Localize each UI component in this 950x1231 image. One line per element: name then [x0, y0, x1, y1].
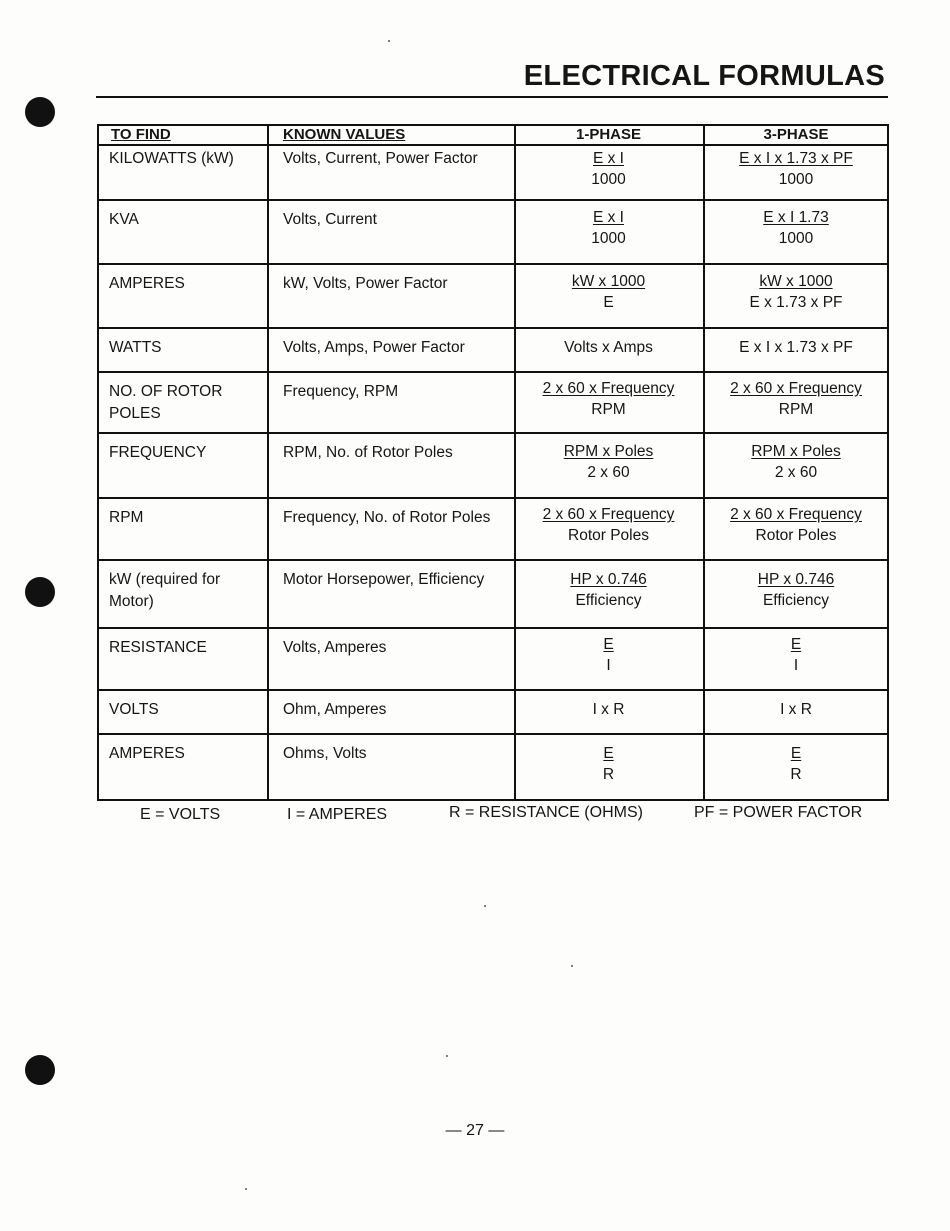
to-find-cell: VOLTS — [109, 701, 159, 718]
formula-expression: I x R — [780, 701, 812, 718]
formula-denominator: 1000 — [778, 170, 814, 188]
formula-numerator: E x I — [592, 149, 624, 167]
scan-speck — [484, 905, 486, 907]
three-phase-formula — [703, 207, 889, 249]
three-phase-formula — [703, 634, 889, 676]
known-values-cell: RPM, No. of Rotor Poles — [283, 444, 453, 461]
known-values-cell: Volts, Current — [283, 211, 377, 228]
formula-numerator: HP x 0.746 — [570, 571, 647, 588]
row-divider — [99, 733, 887, 735]
three-phase-formula — [703, 441, 889, 483]
three-phase-formula — [703, 504, 889, 546]
one-phase-formula — [514, 743, 703, 785]
legend-resistance: R = RESISTANCE (OHMS) — [449, 804, 643, 821]
formula-numerator: E x I x 1.73 x PF — [739, 149, 853, 167]
formula-numerator: E — [603, 636, 614, 653]
row-divider — [99, 199, 887, 201]
to-find-cell: RPM — [109, 509, 144, 526]
one-phase-formula — [514, 337, 703, 358]
to-find-cell: RESISTANCE — [109, 639, 207, 656]
formula-denominator: RPM — [591, 400, 626, 418]
formula-denominator: 1000 — [778, 230, 814, 247]
formula-denominator: RPM — [778, 400, 814, 418]
header-to-find: TO FIND — [111, 126, 171, 143]
row-divider — [99, 689, 887, 691]
formula-expression: I x R — [592, 701, 625, 718]
formula-numerator: HP x 0.746 — [757, 571, 835, 588]
formula-denominator: Rotor Poles — [568, 527, 649, 544]
known-values-cell: Ohm, Amperes — [283, 701, 387, 718]
header-rule — [99, 144, 887, 146]
row-divider — [99, 432, 887, 434]
formula-numerator: 2 x 60 x Frequency — [542, 379, 675, 397]
known-values-cell: kW, Volts, Power Factor — [283, 275, 448, 292]
formula-numerator: RPM x Poles — [751, 442, 841, 460]
one-phase-formula — [514, 148, 703, 190]
one-phase-formula — [514, 504, 703, 546]
known-values-cell: Frequency, RPM — [283, 383, 399, 400]
formula-numerator: 2 x 60 x Frequency — [542, 506, 675, 523]
three-phase-formula — [703, 271, 889, 313]
one-phase-formula — [514, 207, 703, 249]
formula-table — [97, 124, 889, 801]
formula-denominator: Rotor Poles — [755, 527, 837, 544]
row-divider — [99, 327, 887, 329]
known-values-cell: Volts, Current, Power Factor — [283, 150, 478, 167]
formula-denominator: Efficiency — [575, 592, 642, 609]
to-find-cell: WATTS — [109, 339, 162, 356]
title-rule — [96, 96, 888, 98]
formula-denominator: E x 1.73 x PF — [749, 294, 843, 311]
three-phase-formula — [703, 743, 889, 785]
row-divider — [99, 263, 887, 265]
binder-hole-middle — [25, 577, 55, 607]
to-find-cell: AMPERES — [109, 745, 185, 762]
formula-numerator: E — [790, 745, 802, 762]
three-phase-formula — [703, 569, 889, 611]
three-phase-formula — [703, 148, 889, 190]
header-1-phase: 1-PHASE — [575, 126, 642, 143]
one-phase-formula — [514, 569, 703, 611]
formula-denominator: 1000 — [591, 230, 626, 247]
page-title: ELECTRICAL FORMULAS — [523, 60, 885, 92]
formula-expression: E x I x 1.73 x PF — [739, 339, 853, 356]
formula-numerator: E — [603, 745, 614, 762]
formula-denominator: I — [606, 657, 611, 674]
legend-power-factor: PF = POWER FACTOR — [694, 804, 863, 821]
three-phase-formula — [703, 378, 889, 420]
to-find-cell: KILOWATTS (kW) — [109, 150, 234, 167]
row-divider — [99, 497, 887, 499]
formula-numerator: E — [790, 636, 802, 653]
three-phase-formula — [703, 337, 889, 358]
formula-numerator: E x I 1.73 — [763, 209, 829, 226]
to-find-cell: FREQUENCY — [109, 444, 207, 461]
column-divider — [267, 126, 269, 799]
formula-denominator: I — [793, 657, 799, 674]
scan-speck — [446, 1055, 448, 1057]
legend-amperes: I = AMPERES — [287, 806, 388, 823]
binder-hole-top — [25, 97, 55, 127]
one-phase-formula — [514, 378, 703, 420]
known-values-cell: Volts, Amps, Power Factor — [283, 339, 465, 356]
formula-numerator: E x I — [592, 209, 624, 226]
known-values-cell: Volts, Amperes — [283, 639, 387, 656]
formula-numerator: kW x 1000 — [759, 273, 833, 290]
known-values-cell: Frequency, No. of Rotor Poles — [283, 509, 491, 526]
one-phase-formula — [514, 699, 703, 720]
header-3-phase: 3-PHASE — [763, 126, 829, 143]
row-divider — [99, 559, 887, 561]
formula-numerator: kW x 1000 — [571, 273, 646, 290]
formula-denominator: 1000 — [591, 170, 626, 188]
formula-denominator: 2 x 60 — [587, 463, 630, 481]
formula-denominator: E — [603, 294, 614, 311]
known-values-cell: Motor Horsepower, Efficiency — [283, 571, 485, 588]
scan-speck — [571, 965, 573, 967]
one-phase-formula — [514, 271, 703, 313]
formula-expression: Volts x Amps — [564, 339, 653, 356]
to-find-cell: NO. OF ROTOR POLES — [109, 383, 223, 422]
binder-hole-bottom — [25, 1055, 55, 1085]
formula-denominator: R — [602, 766, 615, 783]
to-find-cell: kW (required for Motor) — [109, 571, 221, 610]
to-find-cell: KVA — [109, 211, 139, 228]
row-divider — [99, 371, 887, 373]
scan-speck — [245, 1188, 247, 1190]
formula-numerator: 2 x 60 x Frequency — [730, 379, 862, 397]
one-phase-formula — [514, 634, 703, 676]
known-values-cell: Ohms, Volts — [283, 745, 367, 762]
header-known-values: KNOWN VALUES — [283, 126, 406, 143]
page-number: — 27 — — [445, 1122, 505, 1139]
row-divider — [99, 627, 887, 629]
one-phase-formula — [514, 441, 703, 483]
formula-numerator: RPM x Poles — [563, 442, 654, 460]
formula-denominator: R — [790, 766, 802, 783]
scan-speck — [388, 40, 390, 42]
formula-numerator: 2 x 60 x Frequency — [730, 506, 862, 523]
to-find-cell: AMPERES — [109, 275, 185, 292]
formula-denominator: Efficiency — [762, 592, 830, 609]
three-phase-formula — [703, 699, 889, 720]
legend-volts: E = VOLTS — [140, 806, 221, 823]
formula-denominator: 2 x 60 — [774, 463, 818, 481]
